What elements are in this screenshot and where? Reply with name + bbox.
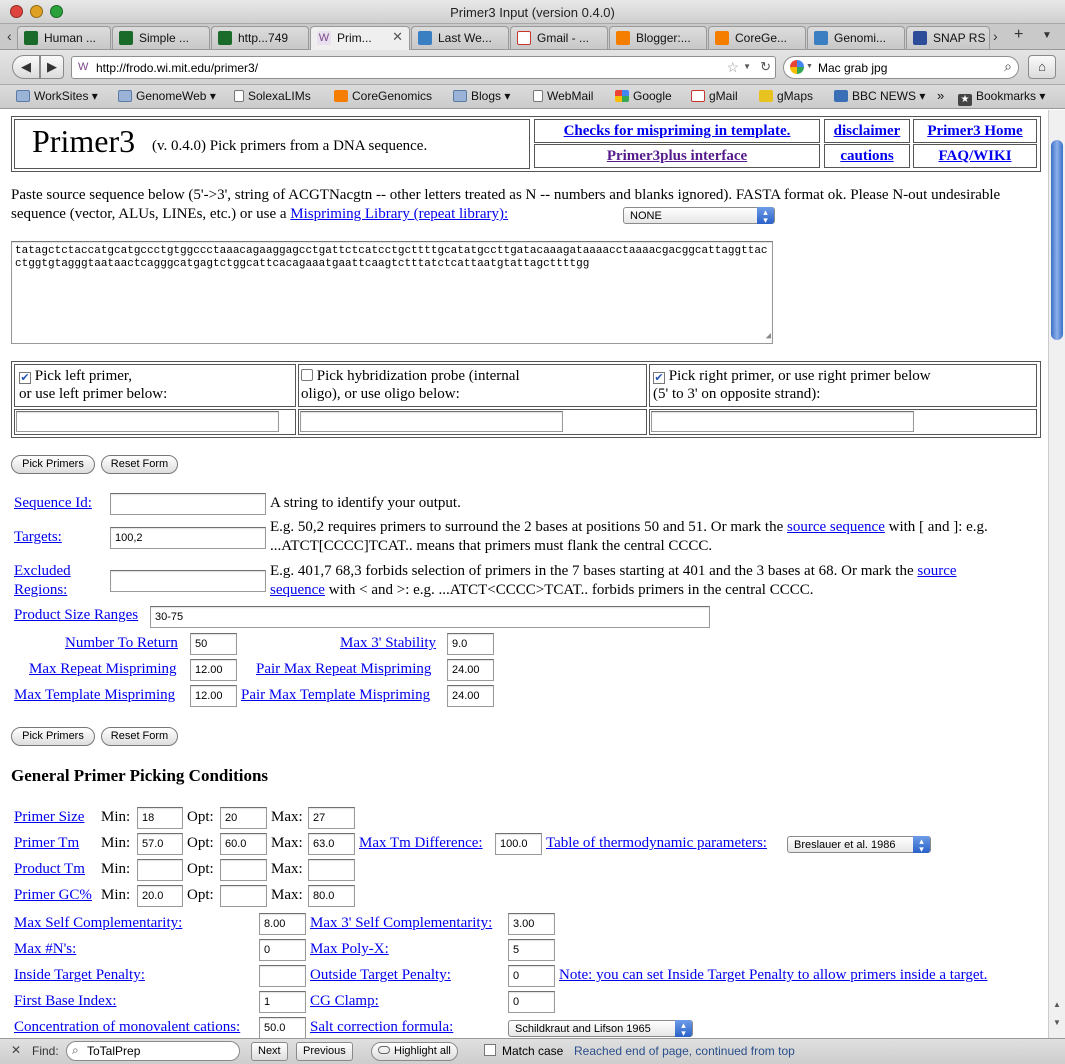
window-titlebar [0, 0, 1065, 24]
value: 50.0 [264, 1022, 286, 1034]
tab-label: Genomi... [834, 31, 887, 45]
primer-gc-max-input[interactable] [308, 885, 355, 907]
max-3-stability-value: 9.0 [452, 638, 468, 650]
value: 27 [313, 812, 326, 824]
inside-target-note-link[interactable]: Note: you can set Inside Target Penalty to allow primers inside a target. [559, 967, 988, 983]
excluded-source-link[interactable]: source [917, 563, 957, 579]
find-input[interactable] [66, 1041, 240, 1061]
primer-size-opt-input[interactable] [220, 807, 267, 829]
find-previous-button[interactable]: Previous [296, 1042, 353, 1061]
monovalent-cations-input[interactable] [259, 1017, 306, 1038]
targets-source-link[interactable]: source sequence [787, 519, 885, 535]
select-arrows-icon: ▴ ▾ [675, 1020, 692, 1037]
close-find-bar-icon[interactable]: ✕ [11, 1043, 22, 1057]
salt-correction-select[interactable] [508, 1020, 693, 1037]
number-to-return-input[interactable] [190, 633, 237, 655]
product-size-ranges-link[interactable]: Product Size Ranges [14, 607, 139, 623]
bookmark-gmail[interactable] [691, 89, 738, 103]
tab-label: http...749 [238, 31, 289, 45]
pair-max-repeat-mispriming-value: 24.00 [452, 664, 480, 676]
header-link-cell [534, 119, 820, 143]
back-button[interactable] [12, 55, 40, 79]
tab-label: Prim... [337, 31, 372, 45]
max-poly-x-link[interactable]: Max Poly-X: [310, 941, 389, 957]
max-repeat-mispriming-link[interactable]: Max Repeat Mispriming [29, 661, 177, 677]
gmail-icon [517, 31, 531, 45]
url-dropdown-icon[interactable]: ▼ [743, 62, 751, 71]
excluded-desc-text: E.g. 401,7 68,3 forbids selection of primers in the 7 bases starting at 401 and the 3 bases at 68. Or mark the [270, 563, 918, 579]
pick-right-checkbox[interactable]: ✔ [654, 372, 664, 384]
select-arrows-icon: ▴ ▾ [913, 836, 930, 853]
max-template-mispriming-input[interactable] [190, 685, 237, 707]
targets-desc-text: E.g. 50,2 requires primers to surround the 2 bases at positions 50 and 51. Or mark the [270, 519, 787, 535]
google-icon [615, 90, 629, 102]
window-title: Primer3 Input (version 0.4.0) [450, 5, 615, 20]
select-value: NONE [630, 210, 662, 222]
sequence-textarea[interactable] [11, 241, 773, 344]
tab-0[interactable] [17, 26, 111, 49]
bookmarks-menu[interactable]: ★ Bookmarks ▾ [958, 89, 1045, 106]
engine-dropdown-icon[interactable]: ▼ [806, 63, 813, 70]
reload-icon[interactable]: ↻ [760, 59, 771, 74]
tab-label: Gmail - ... [537, 31, 590, 45]
sequence-id-link[interactable]: Sequence Id: [14, 495, 92, 511]
primer3plus-link[interactable]: Primer3plus interface [606, 148, 748, 164]
pick-left-label2: or use left primer below: [19, 386, 168, 402]
excluded-sequence-link[interactable]: sequence [270, 582, 325, 598]
tab-7[interactable] [708, 26, 806, 49]
bookmark-label: SolexaLIMs [248, 89, 311, 103]
tab-4[interactable] [411, 26, 509, 49]
bookmark-solexalims[interactable] [234, 89, 311, 103]
product-tm-min-input[interactable] [137, 859, 183, 881]
scroll-down-icon[interactable]: ▼ [1053, 1018, 1061, 1027]
pair-max-template-mispriming-link[interactable]: Pair Max Template Mispriming [241, 687, 431, 703]
pick-probe-label2: oligo), or use oligo below: [301, 386, 460, 402]
pair-max-repeat-mispriming-input[interactable] [447, 659, 494, 681]
header-link-cell [534, 144, 820, 168]
tab-label: SNAP RS [933, 31, 986, 45]
inside-target-penalty-link[interactable]: Inside Target Penalty: [14, 967, 145, 983]
primer-tm-link[interactable]: Primer Tm [14, 835, 80, 851]
gmail-icon [691, 90, 705, 102]
first-base-index-input[interactable] [259, 991, 306, 1013]
pair-max-repeat-mispriming-link[interactable]: Pair Max Repeat Mispriming [256, 661, 432, 677]
product-tm-link[interactable]: Product Tm [14, 861, 85, 877]
value: 80.0 [313, 890, 335, 902]
tab-list-icon[interactable]: ▼ [1042, 30, 1052, 41]
opt-label: Opt: [187, 861, 214, 877]
highlight-label: Highlight all [394, 1045, 451, 1057]
max-label: Max: [271, 861, 303, 877]
min-label: Min: [101, 887, 131, 903]
max-3-self-complementarity-link[interactable]: Max 3' Self Complementarity: [310, 915, 493, 931]
primer-tm-opt-input[interactable] [220, 833, 267, 855]
select-arrows-icon: ▴ ▾ [757, 207, 774, 224]
product-size-value: 30-75 [155, 611, 184, 623]
tab-2[interactable] [211, 26, 309, 49]
reset-form-button-2[interactable]: Reset Form [101, 727, 178, 746]
value: 18 [142, 812, 155, 824]
page-content [0, 110, 1048, 1038]
sequence-text: tatagctctaccatgcatgccctgtggccctaaacagaaggagcctgattctcatcctgcttttgcatatgccttgatacaaagataaaacctaaaacgacggcattaggttacctggtgtagggtaataactcagggcatgagtctggcattcacagaaatgaattcaagtctttatctcattaatgtattagcttttgg [15, 245, 768, 270]
cautions-link[interactable]: cautions [840, 148, 894, 164]
header-link-cell [824, 119, 910, 143]
blogger-icon [616, 31, 630, 45]
outside-target-penalty-input[interactable] [508, 965, 555, 987]
value: 0 [513, 970, 520, 982]
primer3-home-link[interactable]: Primer3 Home [927, 123, 1023, 139]
max-label: Max: [271, 835, 303, 851]
k-icon [418, 31, 432, 45]
url-bar[interactable] [71, 56, 776, 79]
product-size-ranges-input[interactable] [150, 606, 710, 628]
select-value: Breslauer et al. 1986 [794, 839, 896, 851]
reset-form-button[interactable]: Reset Form [101, 455, 178, 474]
intro-paragraph [11, 186, 1036, 224]
url-text: http://frodo.wi.mit.edu/primer3/ [96, 61, 259, 75]
bookmark-genomeweb[interactable]: GenomeWeb ▾ [118, 89, 216, 103]
page-icon [234, 90, 244, 102]
find-search-icon: ⌕ [72, 1043, 79, 1057]
new-tab-icon[interactable]: + [1014, 26, 1024, 43]
bookmark-label: gMaps [777, 89, 814, 103]
resize-grip-icon[interactable]: ◢ [765, 331, 771, 341]
excluded-regions-link[interactable] [14, 562, 71, 600]
find-bar [0, 1038, 1065, 1064]
bookmark-label: WebMail [547, 89, 594, 103]
mispriming-check-link[interactable]: Checks for mispriming in template. [563, 123, 791, 139]
bookmark-star-icon[interactable]: ☆ [726, 59, 739, 75]
probe-input[interactable] [300, 411, 563, 432]
primer-size-max-input[interactable] [308, 807, 355, 829]
right-primer-cell [649, 364, 1037, 407]
value: 60.0 [225, 838, 247, 850]
find-label: Find: [32, 1044, 59, 1058]
value: 0 [513, 996, 520, 1008]
tab-label: Simple ... [139, 31, 190, 45]
header-link-cell [913, 119, 1037, 143]
value: 63.0 [313, 838, 335, 850]
bookmark-label: BBC NEWS [852, 89, 917, 103]
pick-right-label2: (5' to 3' on opposite strand): [653, 386, 821, 402]
excluded-label2: Regions: [14, 582, 68, 598]
targets-input[interactable] [110, 527, 266, 549]
product-tm-max-input[interactable] [308, 859, 355, 881]
value: 20.0 [142, 890, 164, 902]
primer-tm-max-input[interactable] [308, 833, 355, 855]
disclaimer-link[interactable]: disclaimer [833, 123, 901, 139]
primer-gc-link[interactable]: Primer GC% [14, 887, 92, 903]
header-link-cell [824, 144, 910, 168]
faq-wiki-link[interactable]: FAQ/WIKI [938, 148, 1012, 164]
primer-gc-min-input[interactable] [137, 885, 183, 907]
blogger-icon [715, 31, 729, 45]
max-template-mispriming-value: 12.00 [195, 690, 223, 702]
mispriming-library-link[interactable]: Mispriming Library (repeat library): [290, 206, 509, 222]
k-icon [814, 31, 828, 45]
outside-target-penalty-link[interactable]: Outside Target Penalty: [310, 967, 451, 983]
targets-value: 100,2 [115, 532, 143, 544]
salt-correction-link[interactable]: Salt correction formula: [310, 1019, 454, 1035]
max-self-complementarity-link[interactable]: Max Self Complementarity: [14, 915, 183, 931]
value: 20 [225, 812, 238, 824]
pick-primers-button-2[interactable]: Pick Primers [11, 727, 95, 746]
min-label: Min: [101, 809, 131, 825]
bookmarks-overflow-chevron[interactable]: » [937, 88, 945, 103]
primer-size-min-input[interactable] [137, 807, 183, 829]
probe-cell [298, 364, 647, 407]
inside-target-penalty-input[interactable] [259, 965, 306, 987]
bookmark-worksites[interactable]: WorkSites ▾ [16, 89, 98, 103]
left-primer-input[interactable] [16, 411, 279, 432]
product-tm-opt-input[interactable] [220, 859, 267, 881]
max-tm-difference-link[interactable]: Max Tm Difference: [359, 835, 483, 851]
bookmarks-toolbar [0, 85, 1065, 109]
home-icon: ⌂ [1038, 59, 1046, 74]
max-3-stability-input[interactable] [447, 633, 494, 655]
bookmark-label: Blogs [471, 89, 502, 103]
find-status: Reached end of page, continued from top [574, 1044, 795, 1058]
max-label: Max: [271, 887, 303, 903]
tab-9[interactable] [906, 26, 990, 49]
mispriming-library-select[interactable] [623, 207, 775, 224]
match-case-checkbox[interactable] [484, 1044, 496, 1056]
value: 57.0 [142, 838, 164, 850]
bookmark-webmail[interactable] [533, 89, 593, 103]
max-repeat-mispriming-input[interactable] [190, 659, 237, 681]
left-primer-cell [14, 364, 296, 407]
pick-probe-checkbox[interactable] [301, 369, 313, 381]
pick-probe-label: Pick hybridization probe (internal [316, 368, 520, 384]
tab-6[interactable] [609, 26, 707, 49]
pair-max-template-mispriming-input[interactable] [447, 685, 494, 707]
page-icon [533, 90, 543, 102]
scroll-up-icon[interactable]: ▲ [1053, 1000, 1061, 1009]
value: 100.0 [500, 838, 528, 850]
max-3-self-complementarity-input[interactable] [508, 913, 555, 935]
max-3-stability-link[interactable]: Max 3' Stability [340, 635, 437, 651]
highlight-icon [378, 1046, 390, 1054]
max-repeat-mispriming-value: 12.00 [195, 664, 223, 676]
tab-scroll-left-icon[interactable]: ‹ [7, 28, 12, 44]
bookmark-label: Google [633, 89, 672, 103]
rss-icon [834, 90, 848, 102]
header-version: (v. 0.4.0) Pick primers from a DNA sequence. [152, 138, 428, 154]
bookmark-google[interactable] [615, 89, 672, 103]
primer-gc-opt-input[interactable] [220, 885, 267, 907]
thermo-params-link[interactable]: Table of thermodynamic parameters: [546, 835, 767, 851]
pair-max-template-mispriming-value: 24.00 [452, 690, 480, 702]
max-self-complementarity-input[interactable] [259, 913, 306, 935]
max-poly-x-input[interactable] [508, 939, 555, 961]
navigation-toolbar [0, 50, 1065, 85]
excluded-desc-text2: with < and >: e.g. ...ATCT<CCCC>TCAT.. forbids primers in the central CCCC. [324, 582, 814, 598]
max-template-mispriming-link[interactable]: Max Template Mispriming [14, 687, 176, 703]
sequence-id-desc: A string to identify your output. [270, 495, 461, 511]
number-to-return-link[interactable]: Number To Return [65, 635, 178, 651]
min-label: Min: [101, 861, 131, 877]
snap-icon [913, 31, 927, 45]
match-case-label: Match case [502, 1044, 564, 1058]
tab-1[interactable] [112, 26, 210, 49]
opt-label: Opt: [187, 809, 214, 825]
back-arrow-icon: ◀ [21, 59, 31, 74]
search-icon[interactable]: ⌕ [1004, 58, 1012, 74]
excluded-label1: Excluded [14, 563, 71, 579]
value: 8.00 [264, 918, 286, 930]
ucsc-icon [218, 31, 232, 45]
max-n-link[interactable]: Max #N's: [14, 941, 77, 957]
tab-label: Blogger:... [636, 31, 691, 45]
cg-clamp-input[interactable] [508, 991, 555, 1013]
bookmark-label: WorkSites [34, 89, 89, 103]
pick-right-label: Pick right primer, or use right primer below [668, 368, 931, 384]
bookmark-label: gMail [709, 89, 738, 103]
primer-size-link[interactable]: Primer Size [14, 809, 85, 825]
max-label: Max: [271, 809, 303, 825]
excluded-regions-input[interactable] [110, 570, 266, 592]
site-favicon-icon: W [78, 61, 89, 73]
header-link-cell [913, 144, 1037, 168]
bookmark-label: GenomeWeb [136, 89, 207, 103]
tab-label: Human ... [44, 31, 97, 45]
tab-5[interactable] [510, 26, 608, 49]
forward-button[interactable] [40, 55, 64, 79]
targets-desc-text2: with [ and ]: e.g. ...ATCT[CCCC]TCAT.. means that primers must flank the central CCCC. [270, 519, 988, 554]
max-n-input[interactable] [259, 939, 306, 961]
value: 3.00 [513, 918, 535, 930]
bookmark-gmaps[interactable] [759, 89, 813, 103]
value: 5 [513, 944, 520, 956]
max-tm-difference-input[interactable] [495, 833, 542, 855]
close-tab-icon[interactable]: ✕ [392, 29, 403, 44]
bookmark-label: Bookmarks [976, 89, 1037, 103]
bookmark-bbc-news[interactable]: BBC NEWS ▾ [834, 89, 925, 103]
min-label: Min: [101, 835, 131, 851]
bookmark-blogs[interactable]: Blogs ▾ [453, 89, 510, 103]
bookmark-coregenomics[interactable] [334, 89, 432, 103]
tab-label: Last We... [438, 31, 492, 45]
tab-scroll-right-icon[interactable]: › [993, 28, 998, 44]
monovalent-cations-link[interactable]: Concentration of monovalent cations: [14, 1019, 241, 1035]
value: 0 [264, 944, 271, 956]
number-to-return-value: 50 [195, 638, 208, 650]
pick-primers-button[interactable]: Pick Primers [11, 455, 95, 474]
scrollbar-thumb[interactable] [1051, 140, 1063, 340]
folder-icon [118, 90, 132, 102]
targets-link[interactable]: Targets: [14, 529, 62, 545]
opt-label: Opt: [187, 835, 214, 851]
sequence-id-input[interactable] [110, 493, 266, 515]
find-next-button[interactable]: Next [251, 1042, 288, 1061]
w-icon: W [318, 32, 330, 44]
tab-8[interactable] [807, 26, 905, 49]
star-icon: ★ [958, 94, 972, 106]
forward-arrow-icon: ▶ [47, 59, 57, 74]
pick-left-label: Pick left primer, [34, 368, 133, 384]
select-value: Schildkraut and Lifson 1965 [515, 1023, 651, 1035]
pick-left-checkbox[interactable]: ✔ [20, 372, 30, 384]
intro-text: Paste source sequence below (5'->3', string of ACGTNacgtn -- other letters treated as N -- numbers and blanks ignored). FASTA format ok. Please N-out undesirable sequence (vector, ALUs, LINEs, etc.) or use a [11, 187, 1001, 222]
search-bar[interactable] [783, 56, 1019, 79]
google-search-engine-icon[interactable] [790, 60, 804, 74]
find-input-value: ToTalPrep [87, 1044, 141, 1058]
maps-icon [759, 90, 773, 102]
thermo-params-select[interactable] [787, 836, 931, 853]
cg-clamp-link[interactable]: CG Clamp: [310, 993, 379, 1009]
folder-icon [16, 90, 30, 102]
bookmark-label: CoreGenomics [352, 89, 433, 103]
primer3-logo: Primer3 [32, 123, 136, 159]
tab-3-active[interactable] [310, 26, 410, 50]
tab-label: CoreGe... [735, 31, 788, 45]
home-button[interactable] [1028, 55, 1056, 79]
tab-bar [0, 24, 1065, 50]
excluded-desc [270, 562, 1040, 600]
opt-label: Opt: [187, 887, 214, 903]
first-base-index-link[interactable]: First Base Index: [14, 993, 117, 1009]
right-primer-input[interactable] [651, 411, 914, 432]
highlight-all-button[interactable] [371, 1042, 458, 1061]
primer-tm-min-input[interactable] [137, 833, 183, 855]
folder-icon [453, 90, 467, 102]
blogger-icon [334, 90, 348, 102]
targets-desc [270, 518, 1040, 556]
ucsc-icon [119, 31, 133, 45]
value: 1 [264, 996, 271, 1008]
page-scrollbar[interactable] [1048, 110, 1065, 1038]
ucsc-icon [24, 31, 38, 45]
general-conditions-heading: General Primer Picking Conditions [11, 766, 269, 785]
search-input-text: Mac grab jpg [818, 61, 888, 75]
